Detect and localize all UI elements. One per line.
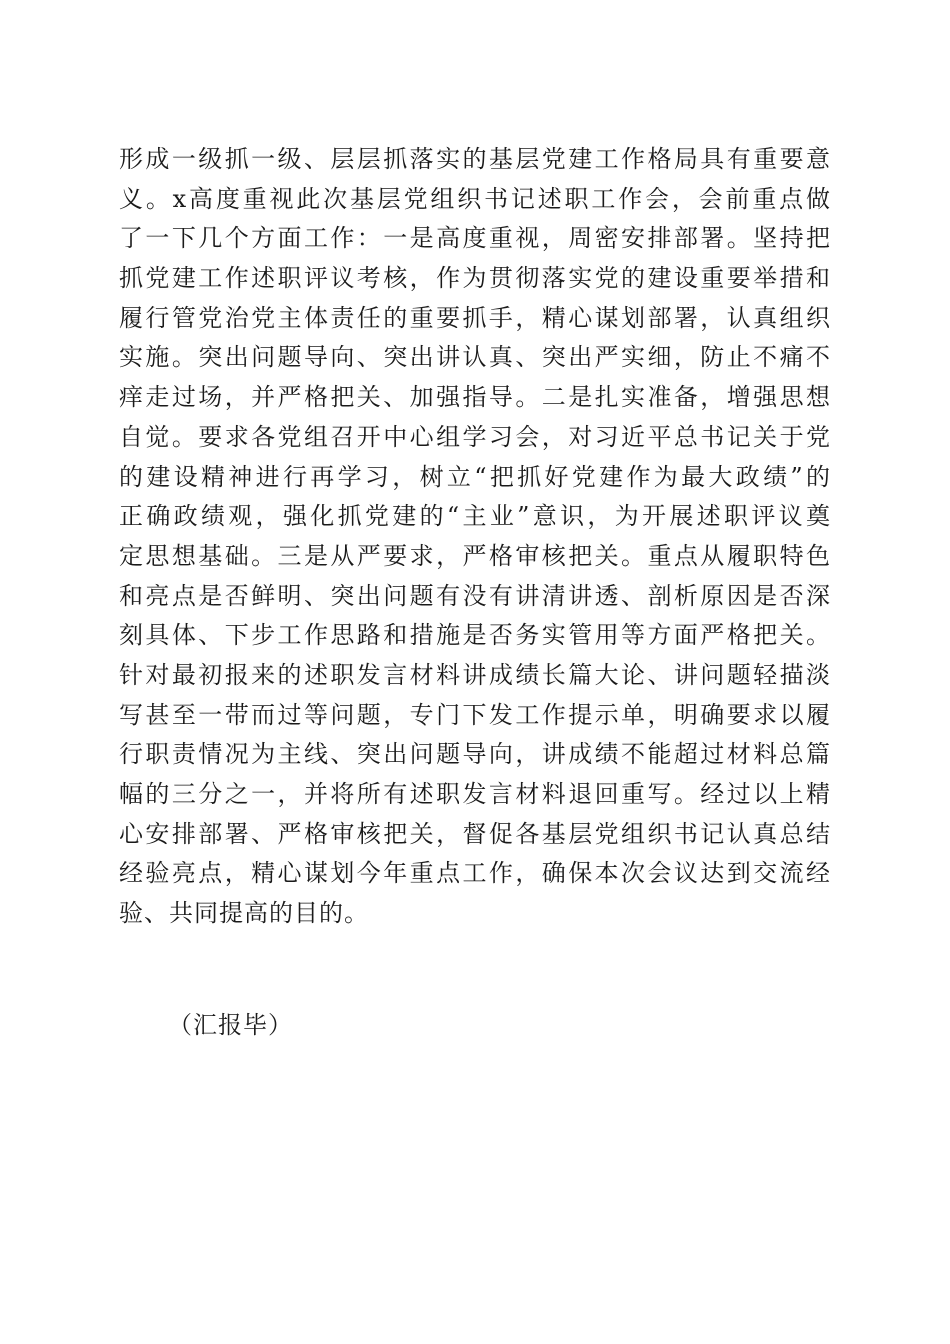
paragraph-line-last: 验、共同提高的目的。: [119, 899, 369, 928]
paragraph-line: 定思想基础。三是从严要求，严格审核把关。重点从履职特色: [119, 541, 831, 570]
paragraph-line: 自觉。要求各党组召开中心组学习会，对习近平总书记关于党: [119, 422, 831, 451]
paragraph-line: 经验亮点，精心谋划今年重点工作，确保本次会议达到交流经: [119, 859, 831, 888]
paragraph-line: 义。x高度重视此次基层党组织书记述职工作会，会前重点做: [119, 184, 831, 213]
paragraph-line: 心安排部署、严格审核把关，督促各基层党组织书记认真总结: [119, 819, 831, 848]
paragraph-line: 了一下几个方面工作：一是高度重视，周密安排部署。坚持把: [119, 224, 831, 253]
closing-remark: （汇报毕）: [168, 1011, 293, 1039]
paragraph-line: 针对最初报来的述职发言材料讲成绩长篇大论、讲问题轻描淡: [119, 660, 831, 689]
paragraph-line: 写甚至一带而过等问题，专门下发工作提示单，明确要求以履: [119, 700, 831, 729]
paragraph-line: 幅的三分之一，并将所有述职发言材料退回重写。经过以上精: [119, 780, 831, 808]
paragraph-line: 抓党建工作述职评议考核，作为贯彻落实党的建设重要举措和: [119, 264, 831, 293]
paragraph-line: 正确政绩观，强化抓党建的“主业”意识，为开展述职评议奠: [119, 502, 831, 531]
paragraph-line: 实施。突出问题导向、突出讲认真、突出严实细，防止不痛不: [119, 343, 831, 372]
paragraph-line: 和亮点是否鲜明、突出问题有没有讲清讲透、剖析原因是否深: [119, 581, 831, 610]
paragraph-line: 的建设精神进行再学习，树立“把抓好党建作为最大政绩”的: [119, 462, 831, 491]
paragraph-line: 形成一级抓一级、层层抓落实的基层党建工作格局具有重要意: [119, 145, 831, 173]
body-paragraph: [119, 140, 831, 934]
paragraph-line: 刻具体、下步工作思路和措施是否务实管用等方面严格把关。: [119, 621, 831, 650]
paragraph-line: 行职责情况为主线、突出问题导向，讲成绩不能超过材料总篇: [119, 740, 831, 769]
paragraph-line: 履行管党治党主体责任的重要抓手，精心谋划部署，认真组织: [119, 303, 831, 332]
paragraph-line: 痒走过场，并严格把关、加强指导。二是扎实准备，增强思想: [119, 383, 831, 412]
